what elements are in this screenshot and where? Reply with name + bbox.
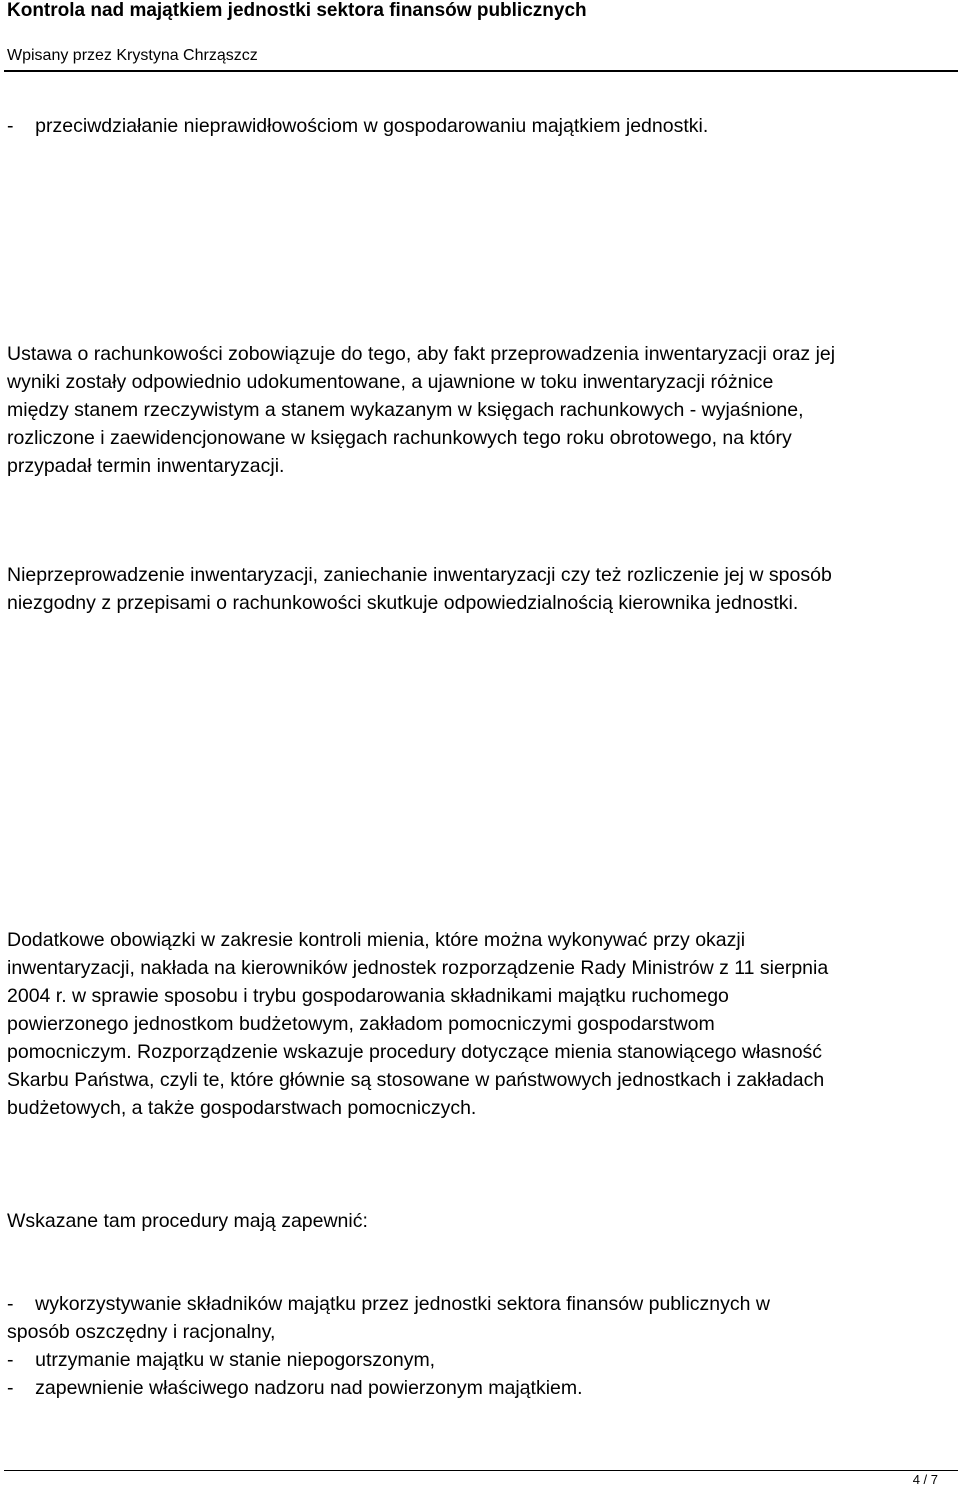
bullet-top bbox=[7, 112, 957, 140]
paragraph-line: niezgodny z przepisami o rachunkowości skutkuje odpowiedzialnością kierownika jednostki. bbox=[7, 592, 799, 614]
footer-divider bbox=[4, 1470, 958, 1471]
paragraph-inventory-law bbox=[7, 340, 957, 480]
list-dash: - bbox=[7, 1293, 14, 1315]
page-number: 4 / 7 bbox=[912, 1472, 938, 1487]
bullet-dash: - bbox=[7, 115, 14, 137]
paragraph-line: budżetowych, a także gospodarstwach pomocniczych. bbox=[7, 1097, 477, 1119]
list-item-text: wykorzystywanie składników majątku przez jednostki sektora finansów publicznych w bbox=[35, 1293, 770, 1315]
paragraph-line: Nieprzeprowadzenie inwentaryzacji, zaniechanie inwentaryzacji czy też rozliczenie jej w sposób bbox=[7, 564, 832, 586]
list-dash: - bbox=[7, 1349, 14, 1371]
list-item-continuation: sposób oszczędny i racjonalny, bbox=[7, 1321, 276, 1343]
header-divider bbox=[4, 70, 958, 72]
paragraph-line: Ustawa o rachunkowości zobowiązuje do tego, aby fakt przeprowadzenia inwentaryzacji oraz jej bbox=[7, 343, 836, 365]
list-item bbox=[7, 1290, 957, 1318]
procedures-list bbox=[7, 1290, 957, 1402]
list-dash: - bbox=[7, 1377, 14, 1399]
list-item-text: utrzymanie majątku w stanie niepogorszonym, bbox=[35, 1349, 436, 1371]
list-item bbox=[7, 1374, 957, 1402]
document-author: Wpisany przez Krystyna Chrząszcz bbox=[7, 47, 258, 64]
bullet-text: przeciwdziałanie nieprawidłowościom w gospodarowaniu majątkiem jednostki. bbox=[35, 115, 709, 137]
paragraph-line: inwentaryzacji, nakłada na kierowników jednostek rozporządzenie Rady Ministrów z 11 sierpnia bbox=[7, 957, 829, 979]
paragraph-line: Skarbu Państwa, czyli te, które głównie są stosowane w państwowych jednostkach i zakładach bbox=[7, 1069, 825, 1091]
paragraph-line: 2004 r. w sprawie sposobu i trybu gospodarowania składnikami majątku ruchomego bbox=[7, 985, 729, 1007]
paragraph-line: przypadał termin inwentaryzacji. bbox=[7, 455, 285, 477]
paragraph-line: między stanem rzeczywistym a stanem wykazanym w księgach rachunkowych - wyjaśnione, bbox=[7, 399, 804, 421]
paragraph-line: Wskazane tam procedury mają zapewnić: bbox=[7, 1210, 368, 1232]
paragraph-line: pomocniczym. Rozporządzenie wskazuje procedury dotyczące mienia stanowiącego własność bbox=[7, 1041, 823, 1063]
paragraph-line: wyniki zostały odpowiednio udokumentowane, a ujawnione w toku inwentaryzacji różnice bbox=[7, 371, 774, 393]
paragraph-procedures-intro bbox=[7, 1207, 957, 1235]
document-title: Kontrola nad majątkiem jednostki sektora finansów publicznych bbox=[7, 0, 587, 21]
paragraph-line: rozliczone i zaewidencjonowane w księgach rachunkowych tego roku obrotowego, na który bbox=[7, 427, 792, 449]
bullet-top-line bbox=[7, 112, 957, 140]
paragraph-regulation bbox=[7, 926, 957, 1122]
paragraph-responsibility bbox=[7, 561, 957, 617]
list-item-text: zapewnienie właściwego nadzoru nad powierzonym majątkiem. bbox=[35, 1377, 583, 1399]
paragraph-line: powierzonego jednostkom budżetowym, zakładom pomocniczymi gospodarstwom bbox=[7, 1013, 715, 1035]
paragraph-line: Dodatkowe obowiązki w zakresie kontroli mienia, które można wykonywać przy okazji bbox=[7, 929, 746, 951]
list-item bbox=[7, 1346, 957, 1374]
